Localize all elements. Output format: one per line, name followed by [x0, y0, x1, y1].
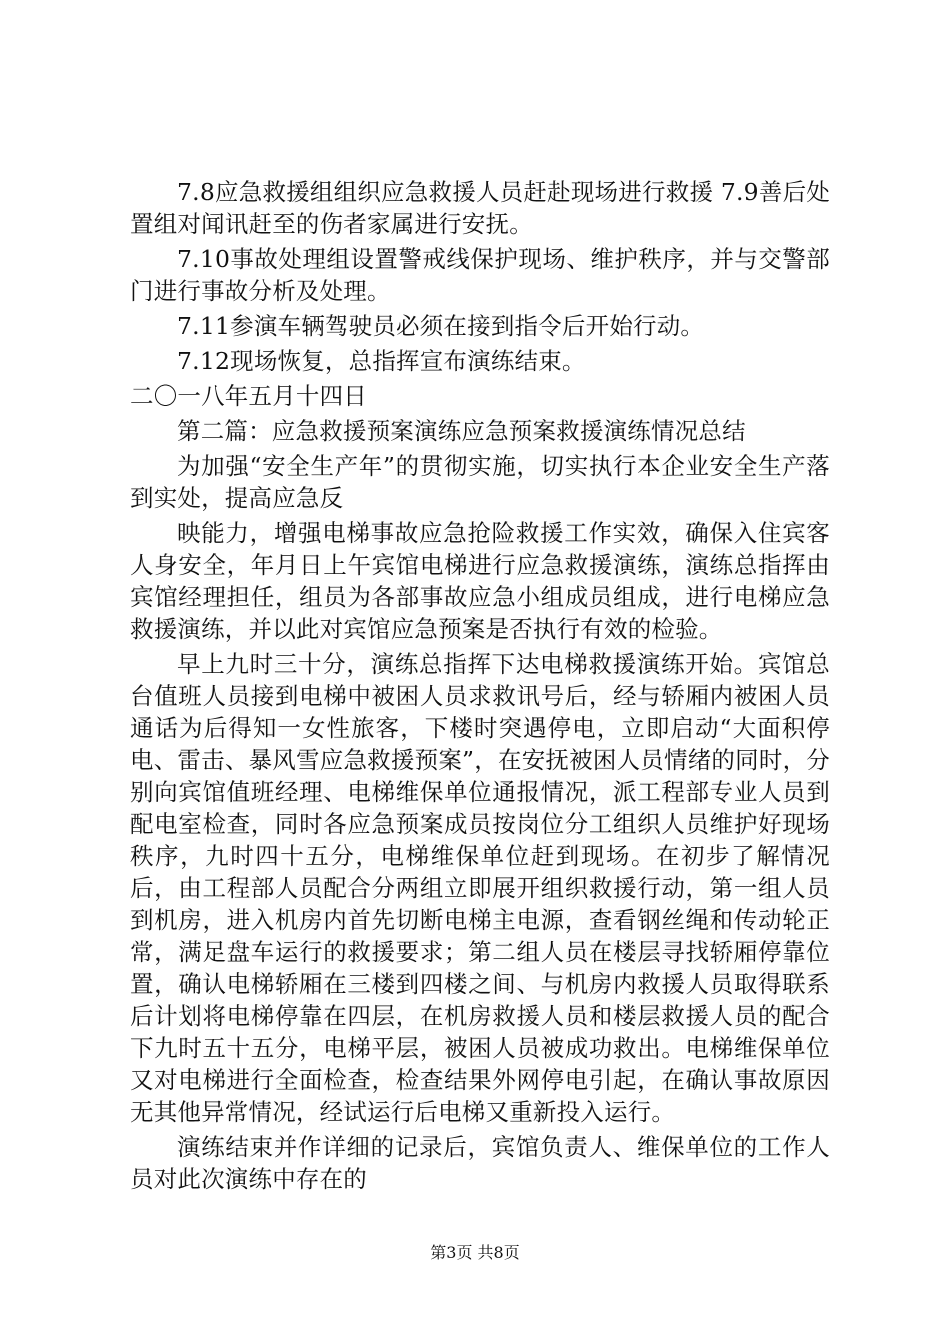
paragraph-3: 7.11参演车辆驾驶员必须在接到指令后开始行动。	[177, 312, 705, 340]
section-heading: 第二篇：应急救援预案演练应急预案救援演练情况总结	[177, 417, 746, 445]
paragraph-1: 7.8应急救援组组织应急救援人员赶赴现场进行救援 7.9善后处置组对闻讯赶至的伤者家属进行安抚。	[130, 178, 830, 238]
document-body	[130, 176, 830, 1198]
paragraph-6: 映能力，增强电梯事故应急抢险救援工作实效，确保入住宾客人身安全，年月日上午宾馆电梯进行应急救援演练，演练总指挥由宾馆经理担任，组员为各部事故应急小组成员组成，进行电梯应急救援演练，并以此对宾馆应急预案是否执行有效的检验。	[130, 519, 830, 643]
paragraph-2: 7.10事故处理组设置警戒线保护现场、维护秩序，并与交警部门进行事故分析及处理。	[130, 245, 830, 305]
page-footer: 第3页 共8页	[430, 1243, 520, 1262]
paragraph-8: 演练结束并作详细的记录后，宾馆负责人、维保单位的工作人员对此次演练中存在的	[130, 1133, 830, 1193]
paragraph-4: 7.12现场恢复，总指挥宣布演练结束。	[177, 347, 586, 375]
date-line: 二〇一八年五月十四日	[130, 382, 367, 410]
paragraph-5: 为加强“安全生产年”的贯彻实施，切实执行本企业安全生产落到实处，提高应急反	[130, 452, 830, 512]
paragraph-7: 早上九时三十分，演练总指挥下达电梯救援演练开始。宾馆总台值班人员接到电梯中被困人员求救讯号后，经与轿厢内被困人员通话为后得知一女性旅客，下楼时突遇停电，立即启动“大面积停电、雷击、暴风雪应急救援预案”，在安抚被困人员情绪的同时，分别向宾馆值班经理、电梯维保单位通报情况，派工程部专业人员到配电室检查，同时各应急预案成员按岗位分工组织人员维护好现场秩序，九时四十五分，电梯维保单位赶到现场。在初步了解情况后，由工程部人员配合分两组立即展开组织救援行动，第一组人员到机房，进入机房内首先切断电梯主电源，查看钢丝绳和传动轮正常，满足盘车运行的救援要求；第二组人员在楼层寻找轿厢停靠位置，确认电梯轿厢在三楼到四楼之间、与机房内救援人员取得联系后计划将电梯停靠在四层，在机房救援人员和楼层救援人员的配合下九时五十五分，电梯平层，被困人员被成功救出。电梯维保单位又对电梯进行全面检查，检查结果外网停电引起，在确认事故原因无其他异常情况，经试运行后电梯又重新投入运行。	[130, 650, 830, 1126]
